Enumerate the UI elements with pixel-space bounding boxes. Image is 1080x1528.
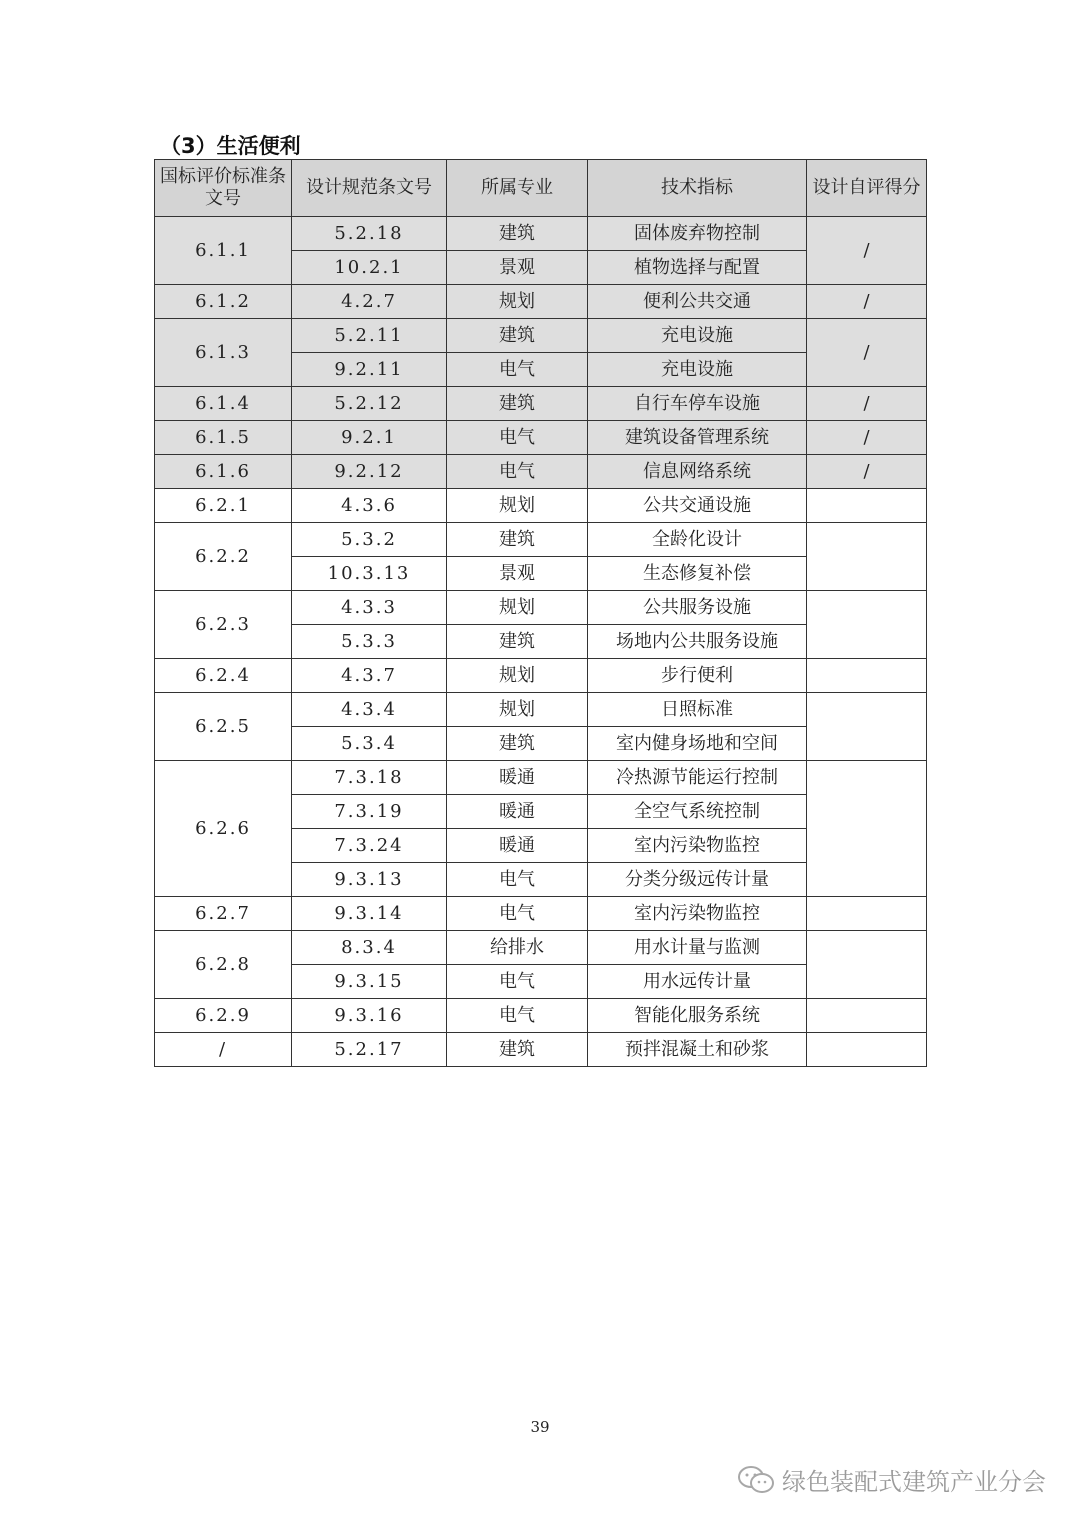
indicator-cell: 步行便利	[588, 659, 807, 693]
design-clause-cell: 4.3.4	[292, 693, 447, 727]
indicator-cell: 智能化服务系统	[588, 999, 807, 1033]
national-clause-cell: 6.2.1	[155, 489, 292, 523]
table-row	[155, 285, 927, 319]
indicator-cell: 植物选择与配置	[588, 251, 807, 285]
national-clause-cell: 6.1.4	[155, 387, 292, 421]
design-clause-cell: 9.3.13	[292, 863, 447, 897]
watermark-text: 绿色装配式建筑产业分会	[782, 1468, 1046, 1496]
discipline-cell: 电气	[447, 999, 588, 1033]
discipline-cell: 电气	[447, 965, 588, 999]
self-score-cell	[807, 523, 927, 591]
table-row	[155, 659, 927, 693]
indicator-cell: 日照标准	[588, 693, 807, 727]
discipline-cell: 电气	[447, 455, 588, 489]
discipline-cell: 规划	[447, 489, 588, 523]
discipline-cell: 电气	[447, 897, 588, 931]
table-row	[155, 421, 927, 455]
table-row	[155, 1033, 927, 1067]
national-clause-cell: 6.2.8	[155, 931, 292, 999]
indicator-cell: 公共服务设施	[588, 591, 807, 625]
indicator-cell: 冷热源节能运行控制	[588, 761, 807, 795]
indicator-cell: 室内健身场地和空间	[588, 727, 807, 761]
indicator-cell: 生态修复补偿	[588, 557, 807, 591]
national-clause-cell: 6.2.9	[155, 999, 292, 1033]
design-clause-cell: 5.3.2	[292, 523, 447, 557]
national-clause-cell: /	[155, 1033, 292, 1067]
national-clause-cell: 6.1.3	[155, 319, 292, 387]
discipline-cell: 电气	[447, 863, 588, 897]
self-score-cell	[807, 1033, 927, 1067]
design-clause-cell: 9.2.11	[292, 353, 447, 387]
design-clause-cell: 9.2.12	[292, 455, 447, 489]
discipline-cell: 电气	[447, 421, 588, 455]
discipline-cell: 给排水	[447, 931, 588, 965]
header-design-clause: 设计规范条文号	[292, 160, 447, 217]
design-clause-cell: 5.2.11	[292, 319, 447, 353]
design-clause-cell: 9.3.15	[292, 965, 447, 999]
header-national-clause: 国标评价标准条文号	[155, 160, 292, 217]
national-clause-cell: 6.2.2	[155, 523, 292, 591]
indicator-cell: 自行车停车设施	[588, 387, 807, 421]
standards-table	[154, 159, 927, 1067]
table-row	[155, 387, 927, 421]
indicator-cell: 全龄化设计	[588, 523, 807, 557]
national-clause-cell: 6.2.4	[155, 659, 292, 693]
national-clause-cell: 6.2.7	[155, 897, 292, 931]
design-clause-cell: 9.3.16	[292, 999, 447, 1033]
table-row	[155, 761, 927, 795]
table-row	[155, 319, 927, 353]
table-row	[155, 489, 927, 523]
self-score-cell: /	[807, 421, 927, 455]
indicator-cell: 场地内公共服务设施	[588, 625, 807, 659]
indicator-cell: 充电设施	[588, 353, 807, 387]
design-clause-cell: 4.3.7	[292, 659, 447, 693]
self-score-cell	[807, 693, 927, 761]
header-self-score: 设计自评得分	[807, 160, 927, 217]
national-clause-cell: 6.2.3	[155, 591, 292, 659]
indicator-cell: 预拌混凝土和砂浆	[588, 1033, 807, 1067]
table-row	[155, 455, 927, 489]
self-score-cell	[807, 659, 927, 693]
page-number: 39	[530, 1418, 550, 1436]
design-clause-cell: 5.2.17	[292, 1033, 447, 1067]
design-clause-cell: 9.3.14	[292, 897, 447, 931]
national-clause-cell: 6.1.6	[155, 455, 292, 489]
design-clause-cell: 7.3.18	[292, 761, 447, 795]
design-clause-cell: 10.2.1	[292, 251, 447, 285]
discipline-cell: 建筑	[447, 387, 588, 421]
discipline-cell: 建筑	[447, 625, 588, 659]
design-clause-cell: 5.3.3	[292, 625, 447, 659]
discipline-cell: 规划	[447, 285, 588, 319]
section-heading: （3）生活便利	[160, 134, 301, 158]
table-row	[155, 999, 927, 1033]
discipline-cell: 规划	[447, 693, 588, 727]
self-score-cell	[807, 931, 927, 999]
wechat-icon	[736, 1464, 776, 1496]
design-clause-cell: 5.2.18	[292, 217, 447, 251]
indicator-cell: 公共交通设施	[588, 489, 807, 523]
self-score-cell	[807, 897, 927, 931]
header-discipline: 所属专业	[447, 160, 588, 217]
table-header	[155, 160, 927, 217]
design-clause-cell: 7.3.24	[292, 829, 447, 863]
discipline-cell: 景观	[447, 557, 588, 591]
indicator-cell: 室内污染物监控	[588, 829, 807, 863]
discipline-cell: 暖通	[447, 761, 588, 795]
header-indicator: 技术指标	[588, 160, 807, 217]
table-row	[155, 523, 927, 557]
indicator-cell: 用水远传计量	[588, 965, 807, 999]
national-clause-cell: 6.2.6	[155, 761, 292, 897]
discipline-cell: 建筑	[447, 1033, 588, 1067]
indicator-cell: 信息网络系统	[588, 455, 807, 489]
indicator-cell: 建筑设备管理系统	[588, 421, 807, 455]
self-score-cell: /	[807, 455, 927, 489]
self-score-cell	[807, 489, 927, 523]
self-score-cell: /	[807, 387, 927, 421]
indicator-cell: 充电设施	[588, 319, 807, 353]
table-row	[155, 591, 927, 625]
design-clause-cell: 4.3.3	[292, 591, 447, 625]
self-score-cell	[807, 591, 927, 659]
discipline-cell: 建筑	[447, 217, 588, 251]
design-clause-cell: 10.3.13	[292, 557, 447, 591]
indicator-cell: 全空气系统控制	[588, 795, 807, 829]
table-body	[155, 217, 927, 1067]
discipline-cell: 建筑	[447, 727, 588, 761]
table-row	[155, 931, 927, 965]
discipline-cell: 景观	[447, 251, 588, 285]
design-clause-cell: 8.3.4	[292, 931, 447, 965]
table-row	[155, 897, 927, 931]
self-score-cell: /	[807, 217, 927, 285]
national-clause-cell: 6.1.1	[155, 217, 292, 285]
indicator-cell: 分类分级远传计量	[588, 863, 807, 897]
design-clause-cell: 4.3.6	[292, 489, 447, 523]
design-clause-cell: 4.2.7	[292, 285, 447, 319]
discipline-cell: 建筑	[447, 319, 588, 353]
indicator-cell: 便利公共交通	[588, 285, 807, 319]
discipline-cell: 建筑	[447, 523, 588, 557]
national-clause-cell: 6.1.5	[155, 421, 292, 455]
table-row	[155, 693, 927, 727]
design-clause-cell: 7.3.19	[292, 795, 447, 829]
indicator-cell: 用水计量与监测	[588, 931, 807, 965]
design-clause-cell: 9.2.1	[292, 421, 447, 455]
discipline-cell: 规划	[447, 591, 588, 625]
discipline-cell: 规划	[447, 659, 588, 693]
self-score-cell	[807, 761, 927, 897]
national-clause-cell: 6.1.2	[155, 285, 292, 319]
table-row	[155, 217, 927, 251]
discipline-cell: 暖通	[447, 829, 588, 863]
design-clause-cell: 5.2.12	[292, 387, 447, 421]
design-clause-cell: 5.3.4	[292, 727, 447, 761]
self-score-cell: /	[807, 285, 927, 319]
national-clause-cell: 6.2.5	[155, 693, 292, 761]
indicator-cell: 固体废弃物控制	[588, 217, 807, 251]
discipline-cell: 暖通	[447, 795, 588, 829]
indicator-cell: 室内污染物监控	[588, 897, 807, 931]
discipline-cell: 电气	[447, 353, 588, 387]
self-score-cell	[807, 999, 927, 1033]
header-row	[155, 160, 927, 217]
self-score-cell: /	[807, 319, 927, 387]
watermark	[736, 1462, 1046, 1497]
